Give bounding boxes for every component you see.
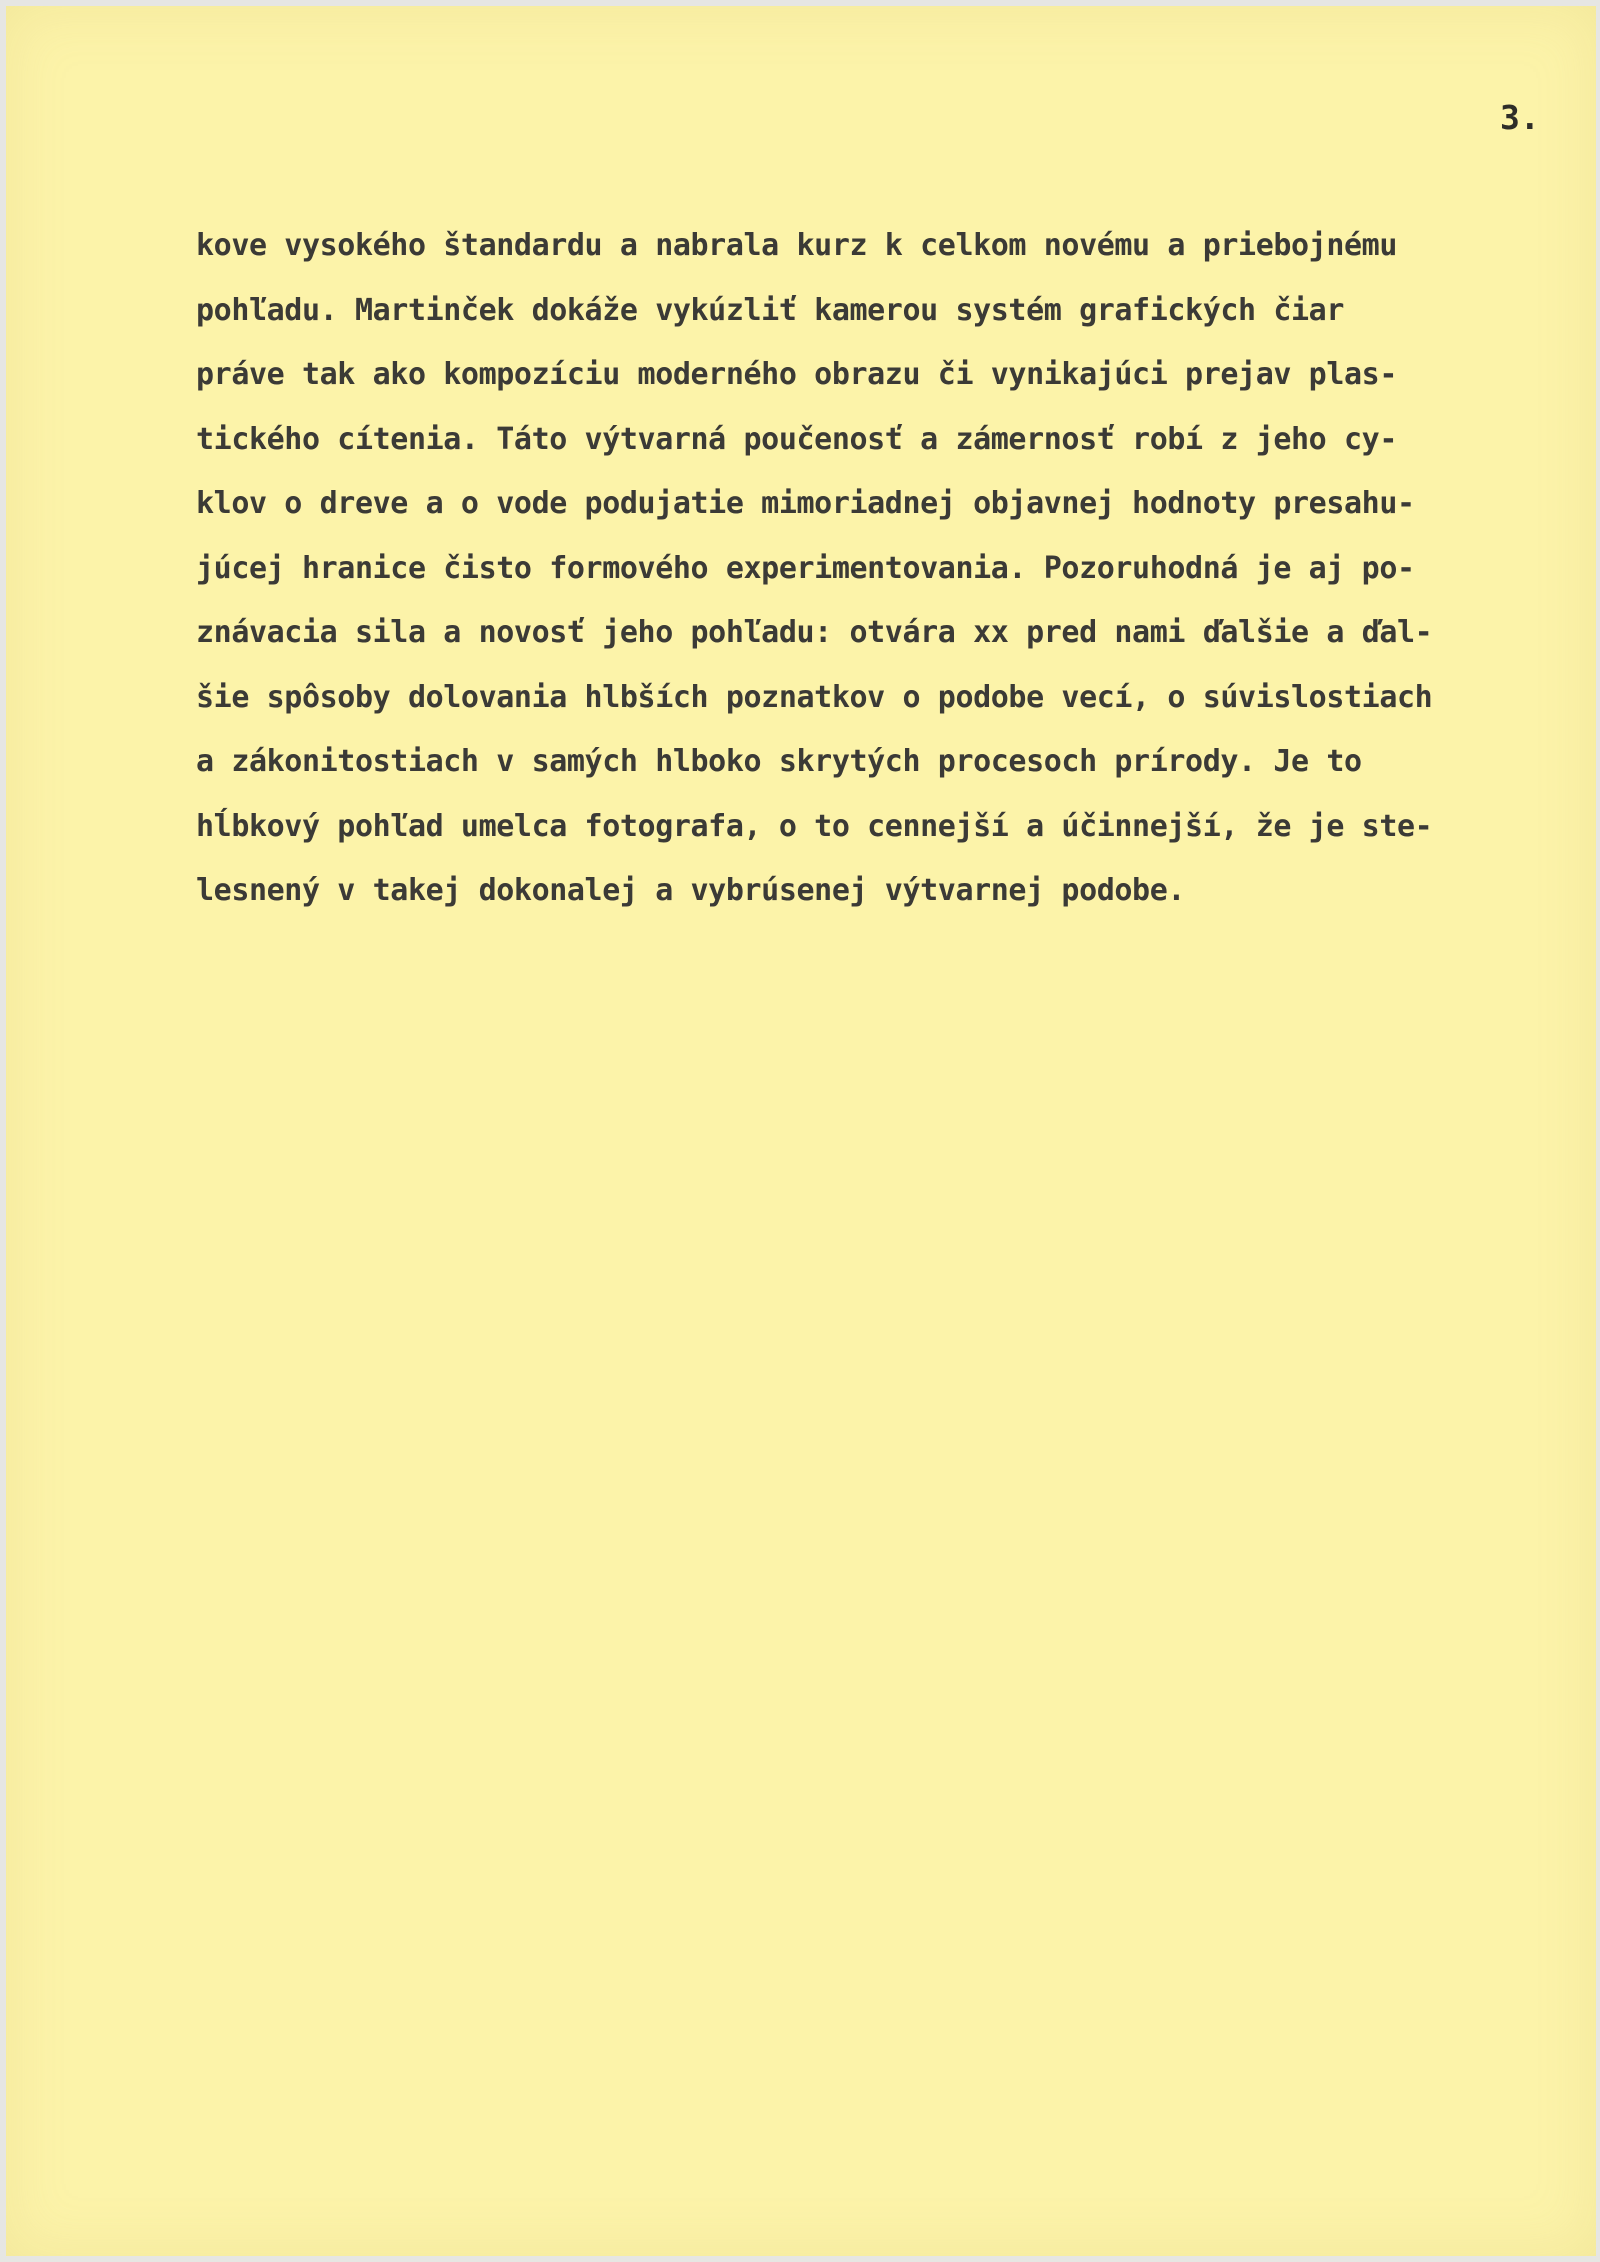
text-line-8: šie spôsoby dolovania hlbších poznatkov o podobe vecí, o súvislostiach: [196, 679, 1433, 715]
text-line-7: znávacia sila a novosť jeho pohľadu: otvára xx pred nami ďalšie a ďal-: [196, 615, 1433, 650]
text-line-4: tického cítenia. Táto výtvarná poučenosť a zámernosť robí z jeho cy-: [196, 421, 1397, 457]
text-line-11: lesnený v takej dokonalej a vybrúsenej výtvarnej podobe.: [196, 873, 1186, 908]
page-number: 3.: [1500, 98, 1540, 137]
text-line-9: a zákonitostiach v samých hlboko skrytých procesoch prírody. Je to: [196, 744, 1362, 779]
text-line-10: hĺbkový pohľad umelca fotografa, o to cennejší a účinnejší, že je ste-: [196, 808, 1433, 844]
text-line-5: klov o dreve a o vode podujatie mimoriadnej objavnej hodnoty presahu-: [196, 486, 1415, 521]
text-line-1: kove vysokého štandardu a nabrala kurz k celkom novému a priebojnému: [196, 228, 1397, 263]
text-line-3: práve tak ako kompozíciu moderného obrazu či vynikajúci prejav plas-: [196, 357, 1397, 392]
text-line-6: júcej hranice čisto formového experimentovania. Pozoruhodná je aj po-: [196, 550, 1415, 586]
body-paragraph: [196, 214, 1596, 924]
text-line-2: pohľadu. Martinček dokáže vykúzliť kamerou systém grafických čiar: [196, 292, 1344, 328]
document-page: [6, 6, 1596, 2256]
